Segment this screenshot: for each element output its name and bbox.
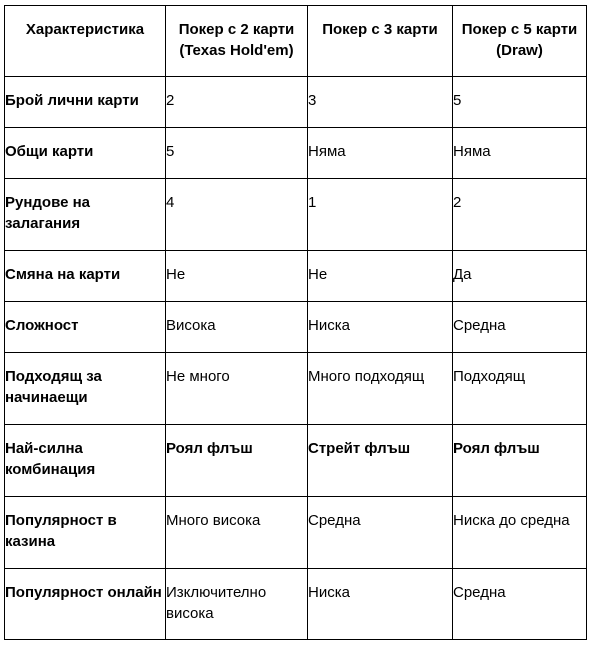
table-cell: Ниска [308,569,453,640]
table-cell: 5 [453,77,587,128]
row-label: Подходящ за начинаещи [5,353,166,425]
table-cell: 4 [166,179,308,251]
table-row [5,497,587,569]
table-header [5,6,587,77]
table-row [5,128,587,179]
row-label: Общи карти [5,128,166,179]
table-cell: Да [453,251,587,302]
table-cell: 5 [166,128,308,179]
table-cell: Много висока [166,497,308,569]
table-row [5,425,587,497]
table-row [5,569,587,640]
table-cell: Няма [308,128,453,179]
table-cell: Не много [166,353,308,425]
row-label: Популярност в казина [5,497,166,569]
comparison-table [4,5,587,640]
table-cell: Средна [453,302,587,353]
table-cell: Не [166,251,308,302]
row-label: Брой лични карти [5,77,166,128]
header-row [5,6,587,77]
row-label: Смяна на карти [5,251,166,302]
table-cell: 2 [453,179,587,251]
table-cell: Стрейт флъш [308,425,453,497]
table-cell: Роял флъш [453,425,587,497]
table-cell: Средна [453,569,587,640]
table-row [5,302,587,353]
row-label: Популярност онлайн [5,569,166,640]
table-cell: Няма [453,128,587,179]
table-cell: 2 [166,77,308,128]
table-cell: Висока [166,302,308,353]
table-body [5,77,587,640]
table-cell: Ниска до средна [453,497,587,569]
row-label: Рундове на залагания [5,179,166,251]
header-2-card-poker: Покер с 2 карти (Texas Hold'em) [166,6,308,77]
table-cell: Много подходящ [308,353,453,425]
table-cell: Подходящ [453,353,587,425]
table-cell: Не [308,251,453,302]
table-row [5,77,587,128]
table-row [5,179,587,251]
table-cell: Изключително висока [166,569,308,640]
table-cell: Средна [308,497,453,569]
table-row [5,353,587,425]
header-3-card-poker: Покер с 3 карти [308,6,453,77]
table-cell: 1 [308,179,453,251]
table-row [5,251,587,302]
table-cell: Ниска [308,302,453,353]
header-characteristic: Характеристика [5,6,166,77]
table-cell: Роял флъш [166,425,308,497]
table-cell: 3 [308,77,453,128]
row-label: Най-силна комбинация [5,425,166,497]
row-label: Сложност [5,302,166,353]
header-5-card-poker: Покер с 5 карти (Draw) [453,6,587,77]
